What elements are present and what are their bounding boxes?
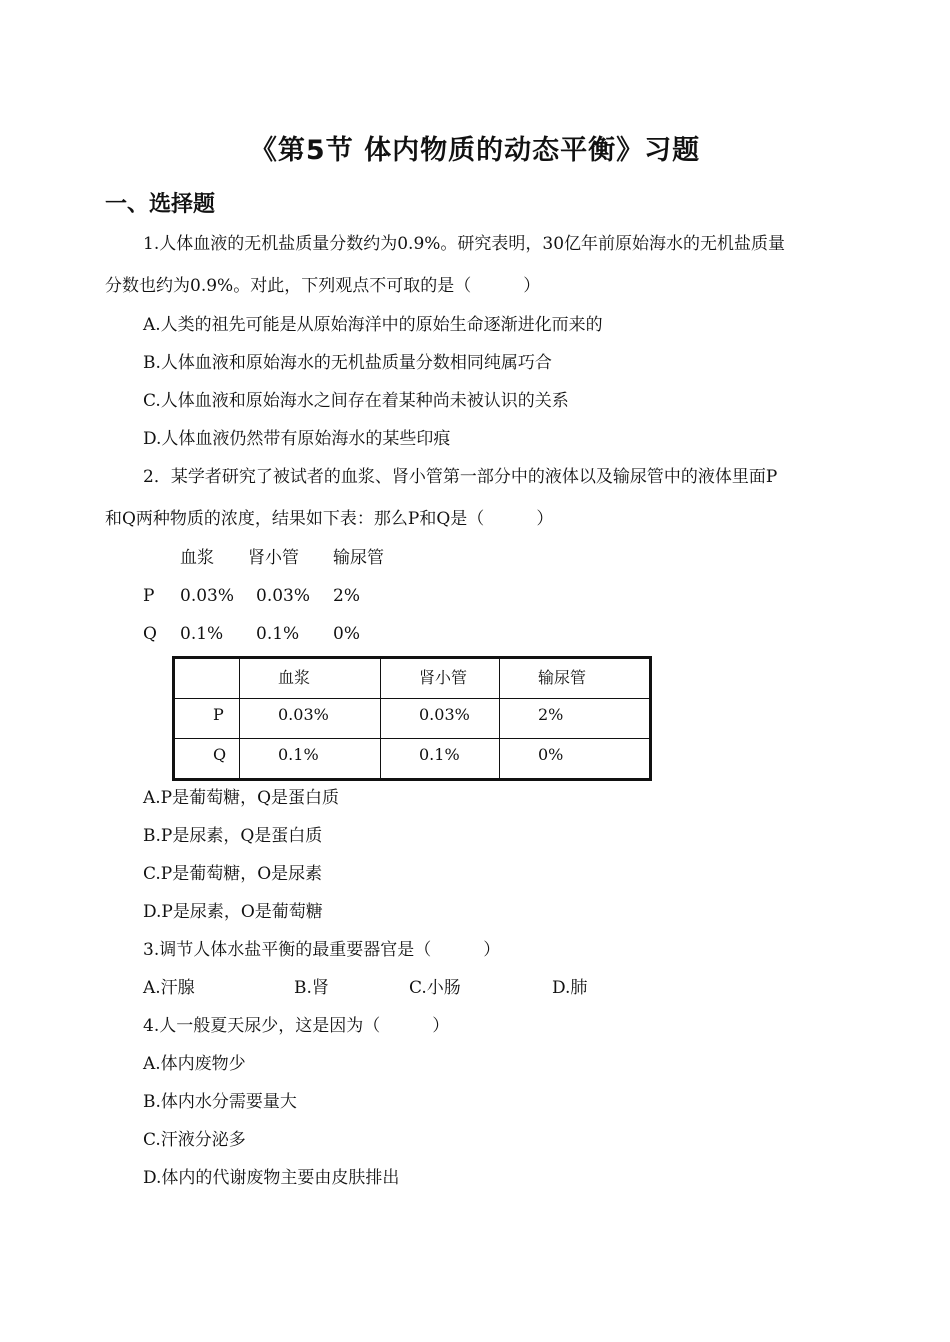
page-title: 《第5节 体内物质的动态平衡》习题 bbox=[249, 135, 701, 166]
table-cell: 0.03% bbox=[240, 699, 381, 739]
q3-option-c: C.小肠 bbox=[409, 978, 461, 998]
q3-stem-text: 3.调节人体水盐平衡的最重要器官是（ bbox=[143, 940, 432, 960]
q2-close-paren: ） bbox=[536, 509, 554, 529]
q3-option-b: B.肾 bbox=[294, 978, 329, 998]
q2-stem-line1: 2．某学者研究了被试者的血浆、肾小管第一部分中的液体以及输尿管中的液体里面P bbox=[143, 467, 778, 487]
text-table-cell: 0.1% bbox=[256, 624, 300, 644]
table-row bbox=[174, 739, 651, 780]
text-table-cell: 0.1% bbox=[180, 624, 224, 644]
q1-stem-line2 bbox=[105, 274, 540, 298]
concentration-table bbox=[172, 656, 652, 781]
table-cell bbox=[174, 658, 240, 699]
table-cell: Q bbox=[174, 739, 240, 780]
text-table-header-tubule: 肾小管 bbox=[248, 548, 299, 568]
table-row bbox=[174, 699, 651, 739]
text-table-row-label: P bbox=[143, 586, 155, 606]
q4-option-b: B.体内水分需要量大 bbox=[143, 1092, 297, 1112]
q1-stem-line1: 1.人体血液的无机盐质量分数约为0.9%。研究表明，30亿年前原始海水的无机盐质量 bbox=[143, 234, 786, 254]
q3-close-paren: ） bbox=[483, 940, 501, 960]
q2-option-a: A.P是葡萄糖，Q是蛋白质 bbox=[143, 788, 340, 808]
text-table-header-ureter: 输尿管 bbox=[333, 548, 384, 568]
table-cell: 输尿管 bbox=[500, 658, 651, 699]
q4-stem-text: 4.人一般夏天尿少，这是因为（ bbox=[143, 1016, 381, 1036]
q2-stem-line2 bbox=[105, 507, 553, 531]
q4-stem bbox=[143, 1014, 449, 1038]
table-cell: 血浆 bbox=[240, 658, 381, 699]
table-header-row bbox=[174, 658, 651, 699]
q1-option-c: C.人体血液和原始海水之间存在着某种尚未被认识的关系 bbox=[143, 391, 569, 411]
q2-option-d: D.P是尿素，O是葡萄糖 bbox=[143, 902, 323, 922]
q3-stem bbox=[143, 938, 500, 962]
table-cell: 0.03% bbox=[381, 699, 500, 739]
text-table-row-label: Q bbox=[143, 624, 157, 644]
text-table-cell: 0% bbox=[333, 624, 360, 644]
q1-option-b: B.人体血液和原始海水的无机盐质量分数相同纯属巧合 bbox=[143, 353, 552, 373]
q1-option-d: D.人体血液仍然带有原始海水的某些印痕 bbox=[143, 429, 451, 449]
table-cell: 0% bbox=[500, 739, 651, 780]
q1-close-paren: ） bbox=[523, 276, 541, 296]
section-heading: 一、选择题 bbox=[105, 192, 216, 217]
table-cell: 肾小管 bbox=[381, 658, 500, 699]
q3-option-d: D.肺 bbox=[552, 978, 588, 998]
text-table-cell: 0.03% bbox=[180, 586, 235, 606]
text-table-header-plasma: 血浆 bbox=[180, 548, 214, 568]
q3-option-a: A.汗腺 bbox=[143, 978, 195, 998]
table-cell: 0.1% bbox=[381, 739, 500, 780]
q1-stem-text: 分数也约为0.9%。对此，下列观点不可取的是（ bbox=[105, 276, 472, 296]
table-cell: P bbox=[174, 699, 240, 739]
table-cell: 2% bbox=[500, 699, 651, 739]
q2-option-b: B.P是尿素，Q是蛋白质 bbox=[143, 826, 323, 846]
q4-option-c: C.汗液分泌多 bbox=[143, 1130, 246, 1150]
text-table-cell: 0.03% bbox=[256, 586, 311, 606]
table-cell: 0.1% bbox=[240, 739, 381, 780]
q4-close-paren: ） bbox=[432, 1016, 450, 1036]
text-table-cell: 2% bbox=[333, 586, 360, 606]
q2-option-c: C.P是葡萄糖，O是尿素 bbox=[143, 864, 323, 884]
q4-option-d: D.体内的代谢废物主要由皮肤排出 bbox=[143, 1168, 400, 1188]
q4-option-a: A.体内废物少 bbox=[143, 1054, 246, 1074]
q1-option-a: A.人类的祖先可能是从原始海洋中的原始生命逐渐进化而来的 bbox=[143, 315, 603, 335]
q2-stem-text: 和Q两种物质的浓度，结果如下表：那么P和Q是（ bbox=[105, 509, 485, 529]
